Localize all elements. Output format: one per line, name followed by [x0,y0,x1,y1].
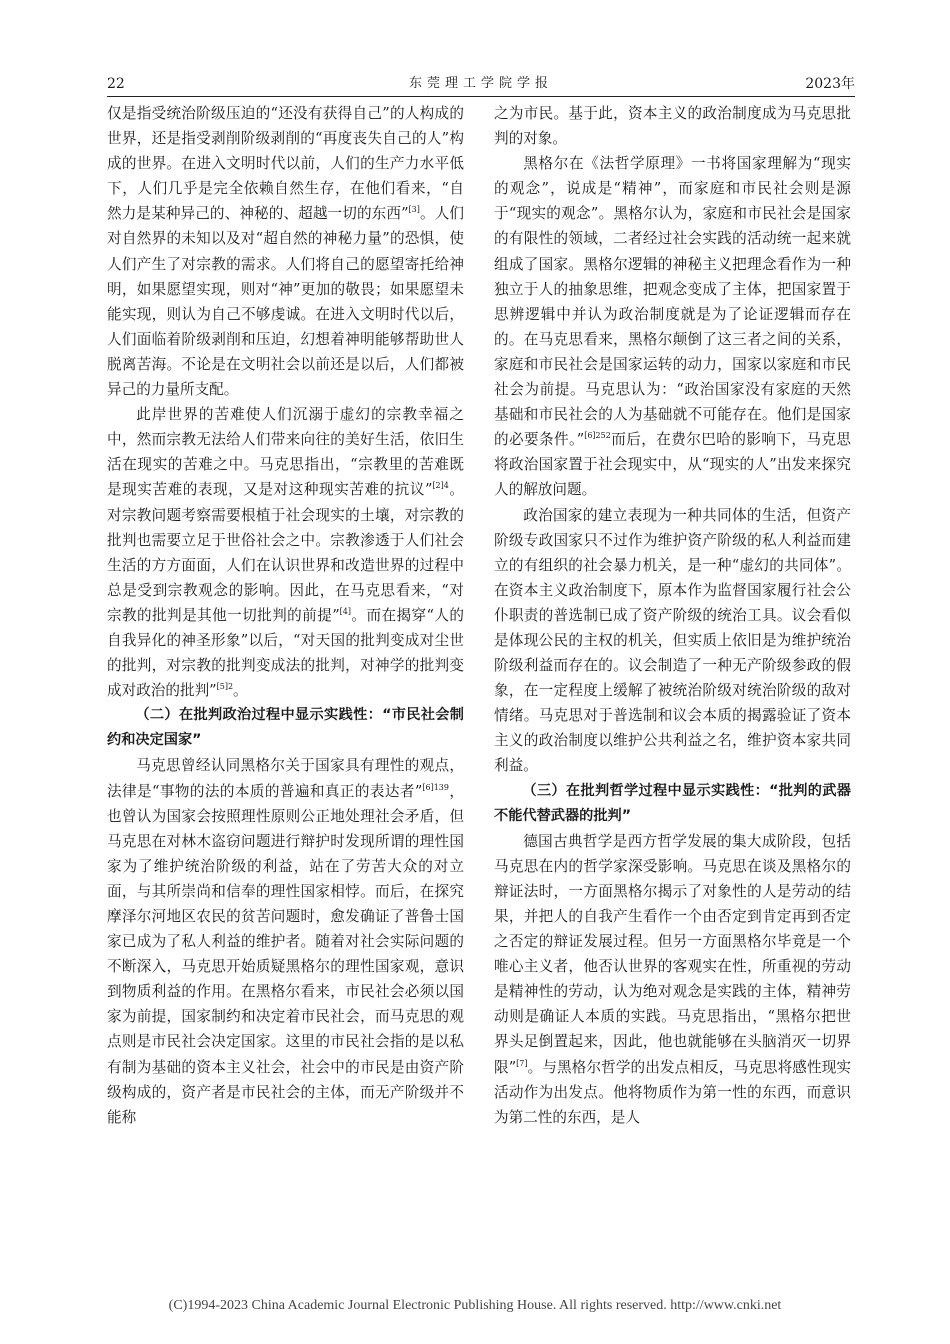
running-header [107,72,855,96]
page-number: 22 [107,76,125,92]
citation: [7] [516,1058,528,1068]
paragraph: 仅是指受统治阶级压迫的“还没有获得自己”的人构成的世界，还是指受剥削阶级剥削的“再度丧失自己的人”构成的世界。在进入文明时代以前，人们的生产力水平低下，人们几乎是完全依赖自然生存，在他们看来，“自然力是某种异己的、神秘的、超越一切的东西”[3]。人们对自然界的未知以及对“超自然的神秘力量”的恐惧，使人们产生了对宗教的需求。人们将自己的愿望寄托给神明，如果愿望实现，则对“神”更加的敬畏；如果愿望未能实现，则认为自己不够虔诚。在进入文明时代以后，人们面临着阶级剥削和压迫，幻想着神明能够帮助世人脱离苦海。不论是在文明社会以前还是以后，人们都被异己的力量所支配。 [107,105,464,399]
citation: [6]252 [584,431,611,441]
section-heading: （三）在批判哲学过程中显示实践性：“批判的武器不能代替武器的批判” [494,782,851,824]
left-column [107,101,464,1130]
citation: [5]2 [216,682,234,692]
paragraph: 之为市民。基于此，资本主义的政治制度成为马克思批判的对象。 [494,105,851,148]
right-column [494,101,851,1130]
section-heading: （二）在批判政治过程中显示实践性：“市民社会制约和决定国家” [107,707,464,749]
copyright-footer: (C)1994-2023 China Academic Journal Electronic Publishing House. All rights reserved. http://www.cnki.net [168,1298,782,1313]
citation: [2]4 [432,481,449,491]
journal-title: 东莞理工学院学报 [408,76,553,91]
paragraph: 政治国家的建立表现为一种共同体的生活，但资产阶级专政国家只不过作为维护资产阶级的私人利益而建立的有组织的社会暴力机关，是一种“虚幻的共同体”。在资本主义政治制度下，原本作为监督国家履行社会公仆职责的普选制已成了资产阶级的统治工具。议会看似是体现公民的主权的机关，但实质上依旧是为维护统治阶级利益而存在的。议会制造了一种无产阶级参政的假象，在一定程度上缓解了被统治阶级对统治阶级的敌对情绪。马克思对于普选制和议会本质的揭露验证了资本主义的政治制度以维护公共利益之名，维护资本家共同利益。 [494,506,851,775]
paragraph: 此岸世界的苦难使人们沉溺于虚幻的宗教幸福之中，然而宗教无法给人们带来向往的美好生活，依旧生活在现实的苦难之中。马克思指出，“宗教里的苦难既是现实苦难的表现，又是对这种现实苦难的抗议”$^{[2]4}$。对宗教问题考察需要根植于社会现实的土壤，对宗教的批判也需要立足于世俗社会之中。宗教渗透于人们社会生活的方方面面，人们在认识世界和改造世界的过程中总是受到宗教观念的影响。因此，在马克思看来，“对宗教的批判是其他一切批判的前提”[4]。而在揭穿“人的自我异化的神圣形象”以后，“对天国的批判变成对尘世的批判，对宗教的批判变成法的批判，对神学的批判变成对政治的批判”$^{[5]2}$。 [107,406,464,700]
citation: [4] [339,606,352,616]
publication-year: 2023年 [805,76,855,92]
citation: [3] [408,205,420,215]
paragraph: 德国古典哲学是西方哲学发展的集大成阶段，包括马克思在内的哲学家深受影响。马克思在谈及黑格尔的辩证法时，一方面黑格尔揭示了对象性的人是劳动的结果，并把人的自我产生看作一个由否定到肯定再到否定之否定的辩证发展过程。但另一方面黑格尔毕竟是一个唯心主义者，他否认世界的客观实在性，所重视的劳动是精神性的劳动，认为绝对观念是实践的主体，精神劳动则是确证人本质的实践。马克思指出，“黑格尔把世界头足倒置起来，因此，他也就能够在头脑消灭一切界限”[7]。与黑格尔哲学的出发点相反，马克思将感性现实活动作为出发点。他将物质作为第一性的东西，而意识为第二性的东西，是人 [494,832,851,1126]
citation: [6]139 [422,782,449,792]
header-rule [107,96,855,97]
paragraph: 黑格尔在《法哲学原理》一书将国家理解为“现实的观念”，说成是“精神”，而家庭和市民社会则是源于“现实的观念”。黑格尔认为，家庭和市民社会是国家的有限性的领域，二者经过社会实践的活动统一起来就组成了国家。黑格尔逻辑的神秘主义把理念看作为一种独立于人的抽象思维，把观念变成了主体，把国家置于思辨逻辑中并认为政治制度就是为了论证逻辑而存在的。在马克思看来，黑格尔颠倒了这三者之间的关系，家庭和市民社会是国家运转的动力，国家以家庭和市民社会为前提。马克思认为：“政治国家没有家庭的天然基础和市民社会的人为基础就不可能存在。他们是国家的必要条件。”$^{[6]252}$而后，在费尔巴哈的影响下，马克思将政治国家置于社会现实中，从“现实的人”出发来探究人的解放问题。 [494,155,851,499]
paragraph: 马克思曾经认同黑格尔关于国家具有理性的观点，法律是“事物的法的本质的普遍和真正的表达者”$^{[6]139}$，也曾认为国家会按照理性原则公正地处理社会矛盾，但马克思在对林木盗窃问题进行辩护时发现所谓的理性国家为了维护统治阶级的利益，站在了劳苦大众的对立面，与其所崇尚和信奉的理性国家相悖。而后，在探究摩泽尔河地区农民的贫苦问题时，愈发确证了普鲁士国家已成为了私人利益的维护者。随着对社会实际问题的不断深入，马克思开始质疑黑格尔的理性国家观，意识到物质利益的作用。在黑格尔看来，市民社会必须以国家为前提，国家制约和决定着市民社会，而马克思的观点则是市民社会决定国家。这里的市民社会指的是以私有制为基础的资本主义社会，社会中的市民是由资产阶级构成的，资产者是市民社会的主体，而无产阶级并不能称 [107,757,464,1126]
